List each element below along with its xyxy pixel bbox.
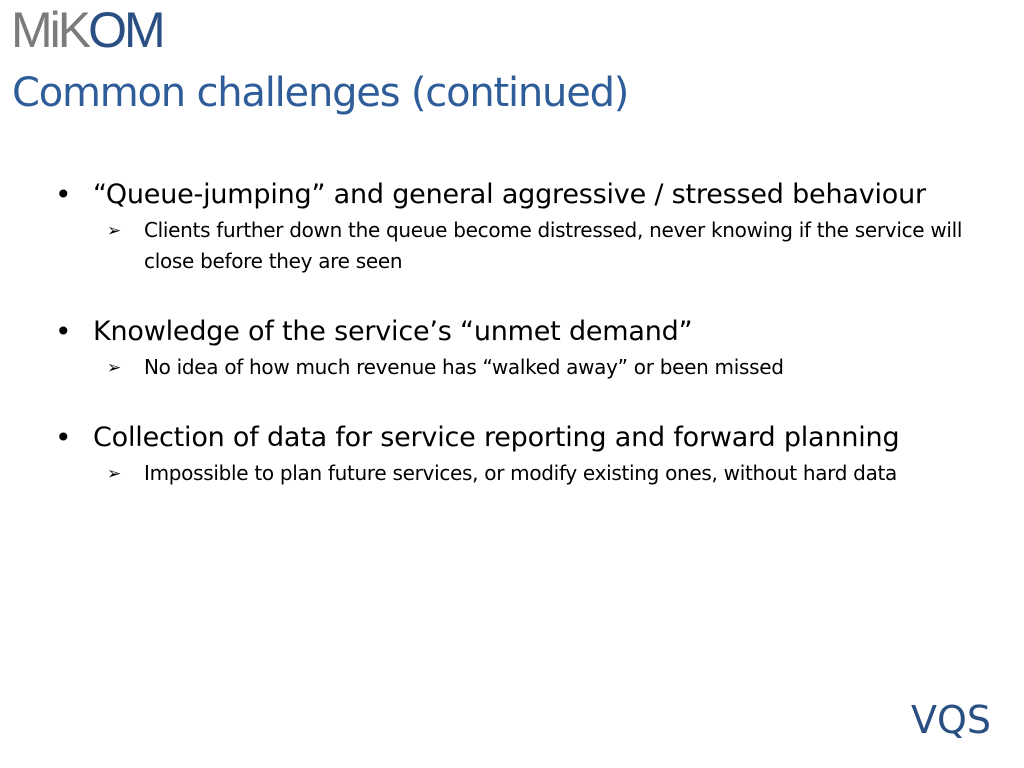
logo-text-om: OM	[88, 2, 163, 58]
bullet-dot-icon: •	[55, 421, 72, 454]
logo-text-mi: Mi	[11, 2, 58, 58]
sub-bullet-item	[93, 352, 985, 383]
bullet-item	[55, 174, 985, 277]
arrow-bullet-icon: ➢	[107, 358, 122, 378]
bullet-text: Collection of data for service reporting and forward planning	[93, 422, 900, 453]
sub-bullet-text: Clients further down the queue become distressed, never knowing if the service will close before they are seen	[144, 218, 963, 273]
bullet-dot-icon: •	[55, 178, 72, 211]
arrow-bullet-icon: ➢	[107, 464, 122, 484]
logo-text-k: K	[57, 2, 89, 58]
sub-bullet-list	[93, 458, 985, 489]
slide-title: Common challenges (continued)	[12, 70, 629, 116]
sub-bullet-item	[93, 215, 985, 277]
mikom-logo	[11, 4, 163, 56]
arrow-bullet-icon: ➢	[107, 221, 122, 241]
sub-bullet-list	[93, 215, 985, 277]
sub-bullet-item	[93, 458, 985, 489]
bullet-text: “Queue-jumping” and general aggressive / stressed behaviour	[93, 179, 926, 210]
sub-bullet-list	[93, 352, 985, 383]
bullet-item	[55, 417, 985, 489]
sub-bullet-text: Impossible to plan future services, or modify existing ones, without hard data	[144, 461, 898, 485]
bullet-list	[55, 174, 985, 523]
sub-bullet-text: No idea of how much revenue has “walked away” or been missed	[144, 355, 784, 379]
bullet-dot-icon: •	[55, 315, 72, 348]
footer-brand: VQS	[910, 698, 991, 742]
bullet-text: Knowledge of the service’s “unmet demand”	[93, 316, 693, 347]
bullet-item	[55, 311, 985, 383]
